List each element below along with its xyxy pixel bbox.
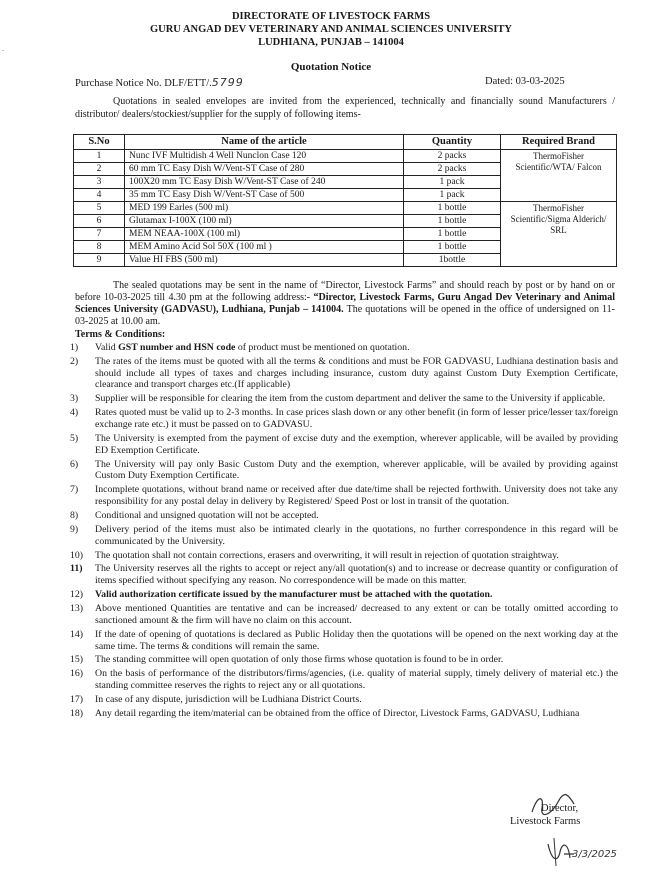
row-article: 100X20 mm TC Easy Dish W/Vent-ST Case of 240 <box>125 176 404 189</box>
margin-mark: . <box>2 44 4 53</box>
term-text-pre: The quotation shall not contain corrections, erasers and overwriting, it will result in rejection of quotation straightway. <box>95 549 559 561</box>
terms-title: Terms & Conditions: <box>75 329 166 340</box>
term-text <box>95 510 618 522</box>
term-number: 11) <box>70 563 83 575</box>
term-text-post: of product must be mentioned on quotation. <box>235 342 410 353</box>
delivery-address: “Director, Livestock Farms, Guru Angad Dev Veterinary and Animal Sciences University (GADVASU), Ludhiana, Punjab – 141004. <box>75 292 616 315</box>
term-text <box>95 603 618 627</box>
term-number: 3) <box>70 393 79 405</box>
header-sno: S.No <box>74 135 125 150</box>
term-number: 2) <box>70 355 79 367</box>
term-text-bold: Valid authorization certificate issued by the manufacturer must be attached with the quotation. <box>95 589 493 601</box>
term-item <box>70 407 618 431</box>
term-text <box>95 393 618 405</box>
purchase-notice-label: Purchase Notice No. DLF/ETT/. <box>75 78 212 89</box>
row-article: MEM NEAA-100X (100 ml) <box>125 228 404 241</box>
term-number: 9) <box>70 523 79 535</box>
term-item <box>70 342 618 354</box>
row-quantity: 2 packs <box>404 163 501 176</box>
row-quantity: 1bottle <box>404 254 501 267</box>
term-text-pre: Rates quoted must be valid up to 2-3 months. In case prices slash down or any other benefit (in form of lesser price/lesser tax/foreign exchange rate etc.) it must be passed on to GADVASU. <box>95 407 618 431</box>
notice-date: Dated: 03-03-2025 <box>485 76 565 87</box>
signatory-title: Director, <box>541 803 579 814</box>
row-article: 60 mm TC Easy Dish W/Vent-ST Case of 280 <box>125 163 404 176</box>
row-sno: 1 <box>74 150 125 163</box>
term-number: 13) <box>70 603 84 615</box>
term-item <box>70 510 618 522</box>
row-quantity: 1 bottle <box>404 228 501 241</box>
row-quantity: 1 bottle <box>404 241 501 254</box>
row-sno: 9 <box>74 254 125 267</box>
term-item <box>70 563 618 587</box>
purchase-notice-number <box>75 76 244 89</box>
notice-title: Quotation Notice <box>290 61 372 73</box>
sealed-quotation-paragraph <box>75 280 615 328</box>
table-row <box>74 202 617 215</box>
term-text-pre: Above mentioned Quantities are tentative and can be increased/ decreased to any extent or can be totally omitted according to sanctioned amount & the firm will have no claim on this account. <box>95 603 618 626</box>
term-number: 10) <box>70 549 84 561</box>
term-text-pre: The standing committee will open quotation of only those firms whose quotation is found to be in order. <box>95 654 504 666</box>
term-text-pre: Any detail regarding the item/material can be obtained from the office of Director, Livestock Farms, GADVASU, Ludhiana <box>95 707 580 719</box>
term-text <box>95 589 618 601</box>
handwritten-date: 3/3/2025 <box>572 849 617 860</box>
term-number: 14) <box>70 628 84 640</box>
term-text-pre: Valid <box>95 342 119 353</box>
term-item <box>70 694 618 706</box>
term-item <box>70 589 618 601</box>
term-text-pre: Conditional and unsigned quotation will not be accepted. <box>95 510 319 522</box>
items-table <box>73 134 617 267</box>
term-text <box>95 407 618 431</box>
term-text <box>95 433 618 457</box>
term-item <box>70 433 618 457</box>
term-number: 15) <box>70 654 84 666</box>
term-item <box>70 356 618 391</box>
term-text <box>95 563 618 587</box>
row-quantity: 1 pack <box>404 176 501 189</box>
term-text-pre: The University will pay only Basic Custom Duty and the exemption, wherever applicable, will be availed by providing against Custom Duty Exemption Certificate. <box>95 458 618 482</box>
term-number: 1) <box>70 342 79 353</box>
term-text-bold: GST number and HSN code <box>118 342 236 353</box>
row-quantity: 1 pack <box>404 189 501 202</box>
term-item <box>70 654 618 666</box>
row-sno: 4 <box>74 189 125 202</box>
row-sno: 6 <box>74 215 125 228</box>
row-article: Glutamax I-100X (100 ml) <box>125 215 404 228</box>
row-sno: 5 <box>74 202 125 215</box>
row-article: MEM Amino Acid Sol 50X (100 ml ) <box>125 241 404 254</box>
term-item <box>70 459 618 483</box>
term-text-pre: Incomplete quotations, without brand name or received after due date/time shall be rejected forthwith. University does not take any responsibility for any postal delay in delivery by Registered/ Speed Post or lost in transit of the quotation. <box>95 484 618 508</box>
term-text <box>95 356 618 391</box>
term-number: 4) <box>70 407 79 419</box>
term-number: 7) <box>70 484 79 496</box>
term-number: 5) <box>70 432 79 444</box>
term-text <box>95 708 618 720</box>
term-text <box>95 629 618 653</box>
row-article: 35 mm TC Easy Dish W/Vent-ST Case of 500 <box>125 189 404 202</box>
brand-group-2: ThermoFisher Scientific/Sigma Alderich/ SRL <box>501 202 617 267</box>
term-item <box>70 603 618 627</box>
row-article: Value HI FBS (500 ml) <box>125 254 404 267</box>
term-number: 8) <box>70 510 79 522</box>
term-number: 12) <box>70 589 84 601</box>
header-brand: Required Brand <box>501 135 617 150</box>
sealed-text: The sealed quotations may be sent in the name of “Director, Livestock Farms” and should reach by post or by hand on or before 10-03-2025 till 4.30 pm at the following address:- <box>75 280 615 303</box>
row-sno: 3 <box>74 176 125 189</box>
term-text-pre: The University reserves all the rights to accept or reject any/all quotation(s) and to increase or decrease quantity or configuration of items specified without specifying any reason. No correspondence will be made on this matter. <box>95 563 618 587</box>
row-sno: 2 <box>74 163 125 176</box>
header-university: GURU ANGAD DEV VETERINARY AND ANIMAL SCIENCES UNIVERSITY <box>149 24 513 35</box>
header-quantity: Quantity <box>404 135 501 150</box>
term-text-pre: On the basis of performance of the distributors/firms/agencies, (i.e. quality of material supply, timely delivery of material etc.) the standing committee reserves the rights to reject any or all quotations. <box>95 668 618 692</box>
term-number: 17) <box>70 694 84 706</box>
opening-text: The quotations will be opened in the office of undersigned on 11-03-2025 at 10.00 am. <box>75 304 616 327</box>
intro-paragraph: Quotations in sealed envelopes are invited from the experienced, technically and financially sound Manufacturers / distributor/ dealers/stockiest/supplier for the supply of following items- <box>75 96 615 120</box>
brand-group-1: ThermoFisher Scientific/WTA/ Falcon <box>501 150 617 202</box>
term-item <box>70 393 618 405</box>
term-item <box>70 629 618 653</box>
signatory-org: Livestock Farms <box>510 816 581 827</box>
row-quantity: 2 packs <box>404 150 501 163</box>
signature-scribble <box>528 790 588 820</box>
term-text <box>95 668 618 692</box>
term-text <box>95 342 618 354</box>
row-sno: 8 <box>74 241 125 254</box>
header-article: Name of the article <box>125 135 404 150</box>
term-text-pre: Delivery period of the items must also be intimated clearly in the quotations, no further correspondence in this regard will be communicated by the University. <box>95 523 618 547</box>
term-number: 18) <box>70 707 84 719</box>
term-text <box>95 654 618 666</box>
header-directorate: DIRECTORATE OF LIVESTOCK FARMS <box>231 11 431 22</box>
term-item <box>70 668 618 692</box>
term-item <box>70 550 618 562</box>
term-number: 6) <box>70 458 79 470</box>
row-article: MED 199 Earles (500 ml) <box>125 202 404 215</box>
term-number: 16) <box>70 668 84 680</box>
term-item <box>70 484 618 508</box>
items-table-header-row <box>74 135 617 150</box>
row-quantity: 1 bottle <box>404 215 501 228</box>
term-text <box>95 484 618 508</box>
term-text <box>95 550 618 562</box>
term-text-pre: The rates of the items must be quoted with all the terms & conditions and must be FOR GADVASU, Ludhiana destination basis and should include all types of taxes and charges including insurance, custom duty against Custom Duty Exemption Certificate, clearance and transport charges etc.(If applicable) <box>95 355 618 391</box>
row-sno: 7 <box>74 228 125 241</box>
purchase-notice-handwritten-number: 5799 <box>211 76 244 89</box>
term-text-pre: If the date of opening of quotations is declared as Public Holiday then the quotations will be opened on the next working day at the same time. The terms & conditions will remain the same. <box>95 628 618 652</box>
term-item <box>70 524 618 548</box>
term-item <box>70 708 618 720</box>
row-quantity: 1 bottle <box>404 202 501 215</box>
term-text <box>95 694 618 706</box>
term-text <box>95 524 618 548</box>
term-text <box>95 459 618 483</box>
term-text-pre: Supplier will be responsible for clearing the item from the custom department and deliver the same to the University if applicable. <box>95 393 606 405</box>
row-article: Nunc IVF Multidish 4 Well Nunclon Case 120 <box>125 150 404 163</box>
term-text-pre: In case of any dispute, jurisdiction will be Ludhiana District Courts. <box>95 694 362 706</box>
table-row <box>74 150 617 163</box>
terms-list <box>70 342 618 722</box>
term-text-pre: The University is exempted from the payment of excise duty and the exemption, wherever applicable, will be availed by providing ED Exemption Certificate. <box>95 432 618 456</box>
header-address: LUDHIANA, PUNJAB – 141004 <box>258 37 404 48</box>
